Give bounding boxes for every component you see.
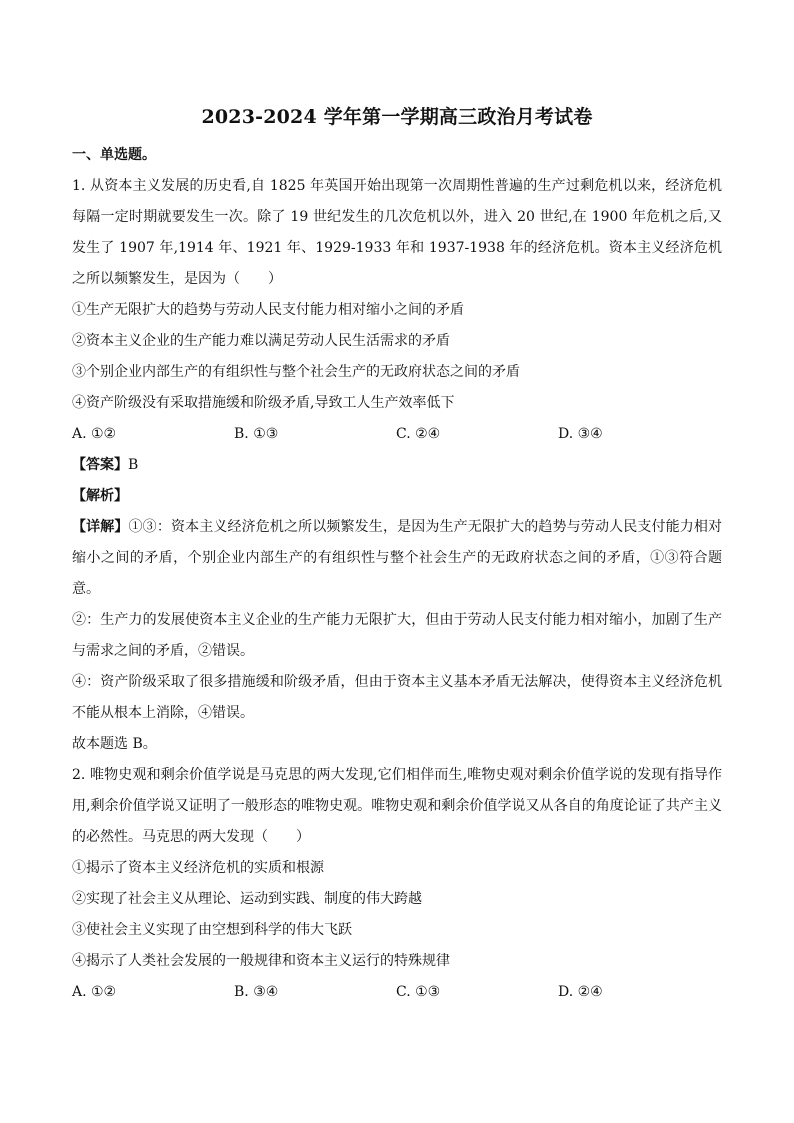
answer-tag: 【答案】 — [72, 457, 128, 473]
question-1-statement-4: ④资产阶级没有采取措施缓和阶级矛盾,导致工人生产效率低下 — [72, 395, 455, 411]
question-1-detail-4: 故本题选 B。 — [72, 736, 157, 752]
question-2-statement-4: ④揭示了人类社会发展的一般规律和资本主义运行的特殊规律 — [72, 953, 450, 969]
question-2-option-b: B. ③④ — [234, 984, 279, 1000]
question-1-statement-3: ③个别企业内部生产的有组织性与整个社会生产的无政府状态之间的矛盾 — [72, 364, 520, 380]
detail-text-1: ①③：资本主义经济危机之所以频繁发生，是因为生产无限扩大的趋势与劳动人民支付能力相对缩小之间的矛盾，个别企业内部生产的有组织性与整个社会生产的无政府状态之间的矛盾，①③符合题意。 — [72, 519, 723, 597]
question-2-statement-3: ③使社会主义实现了由空想到科学的伟大飞跃 — [72, 922, 352, 938]
question-1-analysis — [72, 481, 722, 512]
question-2 — [72, 760, 722, 1008]
analysis-tag: 【解析】 — [72, 488, 128, 504]
question-1 — [72, 171, 722, 760]
answer-value: B — [128, 457, 139, 473]
question-2-statement-1: ①揭示了资本主义经济危机的实质和根源 — [72, 860, 324, 876]
question-1-detail-2: ②：生产力的发展使资本主义企业的生产能力无限扩大，但由于劳动人民支付能力相对缩小，加剧了生产与需求之间的矛盾，②错误。 — [72, 612, 722, 659]
exam-title: 2023-2024 学年第一学期高三政治月考试卷 — [201, 106, 593, 128]
exam-content — [72, 140, 722, 1008]
question-1-stem: 1. 从资本主义发展的历史看,自 1825 年英国开始出现第一次周期性普遍的生产过剩危机以来，经济危机每隔一定时期就要发生一次。除了 19 世纪发生的几次危机以外，进入 20 世纪,在 1900 年危机之后,又发生了 1907 年,1914 年、1921 年、1929-1933 年和 1937-1938 年的经济危机。资本主义经济危机之所以频繁发生，是因为（ ） — [72, 178, 722, 287]
question-1-detail-1 — [72, 512, 722, 605]
question-1-statement-1: ①生产无限扩大的趋势与劳动人民支付能力相对缩小之间的矛盾 — [72, 302, 464, 318]
detail-tag: 【详解】 — [72, 519, 129, 535]
question-2-option-a: A. ①② — [72, 984, 117, 1000]
question-2-option-c: C. ①③ — [396, 984, 441, 1000]
question-1-detail-3: ④：资产阶级采取了很多措施缓和阶级矛盾，但由于资本主义基本矛盾无法解决，使得资本主义经济危机不能从根本上消除，④错误。 — [72, 674, 722, 721]
question-1-statement-2: ②资本主义企业的生产能力难以满足劳动人民生活需求的矛盾 — [72, 333, 450, 349]
question-1-option-a: A. ①② — [72, 426, 117, 442]
question-1-option-d: D. ③④ — [558, 426, 603, 442]
question-2-stem: 2. 唯物史观和剩余价值学说是马克思的两大发现,它们相伴而生,唯物史观对剩余价值学说的发现有指导作用,剩余价值学说又证明了一般形态的唯物史观。唯物史观和剩余价值学说又从各自的角度论证了共产主义的必然性。马克思的两大发现（ ） — [72, 767, 722, 845]
question-2-option-d: D. ②④ — [558, 984, 603, 1000]
question-2-options — [72, 977, 722, 1008]
question-1-options — [72, 419, 722, 450]
question-1-answer — [72, 450, 722, 481]
question-1-option-c: C. ②④ — [396, 426, 441, 442]
question-2-statement-2: ②实现了社会主义从理论、运动到实践、制度的伟大跨越 — [72, 891, 422, 907]
section-heading: 一、单选题。 — [72, 147, 156, 163]
question-1-option-b: B. ①③ — [234, 426, 279, 442]
